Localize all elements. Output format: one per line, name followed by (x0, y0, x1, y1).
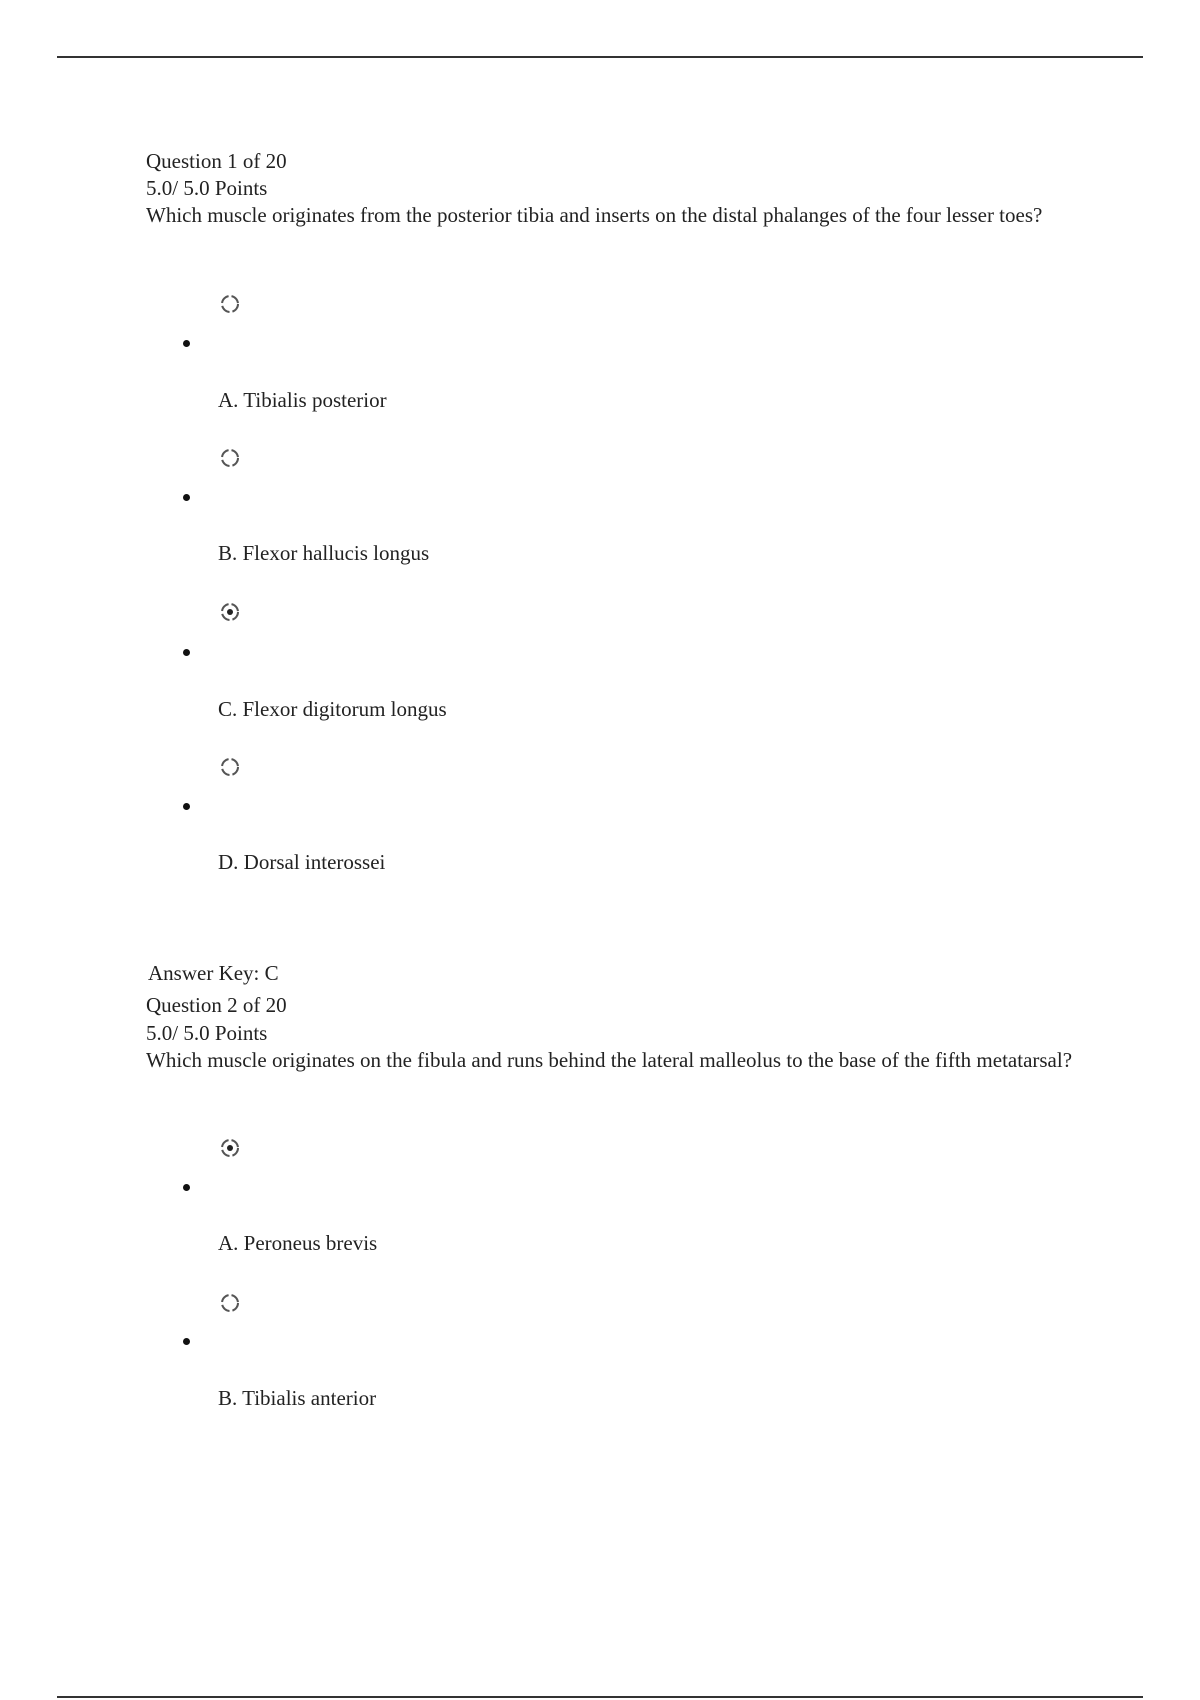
radio-checked-icon (219, 1137, 241, 1159)
radio-unchecked-icon (219, 447, 241, 469)
radio-option-b[interactable] (219, 447, 241, 469)
list-bullet (183, 649, 190, 656)
radio-unchecked-icon (219, 1292, 241, 1314)
question-header: Question 2 of 20 (146, 993, 287, 1017)
radio-unchecked-icon (219, 293, 241, 315)
list-bullet (183, 494, 190, 501)
question-points: 5.0/ 5.0 Points (146, 1021, 268, 1045)
option-label: A. Peroneus brevis (218, 1231, 378, 1255)
question-text: Which muscle originates from the posterior tibia and inserts on the distal phalanges of the four lesser toes? (146, 203, 1043, 227)
list-bullet (183, 1184, 190, 1191)
list-bullet (183, 803, 190, 810)
option-label: C. Flexor digitorum longus (218, 697, 447, 721)
radio-option-a[interactable] (219, 293, 241, 315)
radio-option-a[interactable] (219, 1137, 241, 1159)
top-rule (57, 56, 1143, 58)
question-header: Question 1 of 20 (146, 149, 287, 173)
list-bullet (183, 1338, 190, 1345)
question-points: 5.0/ 5.0 Points (146, 176, 268, 200)
option-label: A. Tibialis posterior (218, 388, 387, 412)
option-label: B. Flexor hallucis longus (218, 541, 430, 565)
list-bullet (183, 340, 190, 347)
bottom-rule (57, 1696, 1143, 1698)
radio-option-d[interactable] (219, 756, 241, 778)
radio-option-b[interactable] (219, 1292, 241, 1314)
radio-unchecked-icon (219, 756, 241, 778)
option-label: B. Tibialis anterior (218, 1386, 377, 1410)
answer-key: Answer Key: C (148, 961, 279, 985)
radio-option-c[interactable] (219, 601, 241, 623)
radio-checked-icon (219, 601, 241, 623)
question-text: Which muscle originates on the fibula and runs behind the lateral malleolus to the base of the fifth metatarsal? (146, 1048, 1073, 1072)
option-label: D. Dorsal interossei (218, 850, 386, 874)
